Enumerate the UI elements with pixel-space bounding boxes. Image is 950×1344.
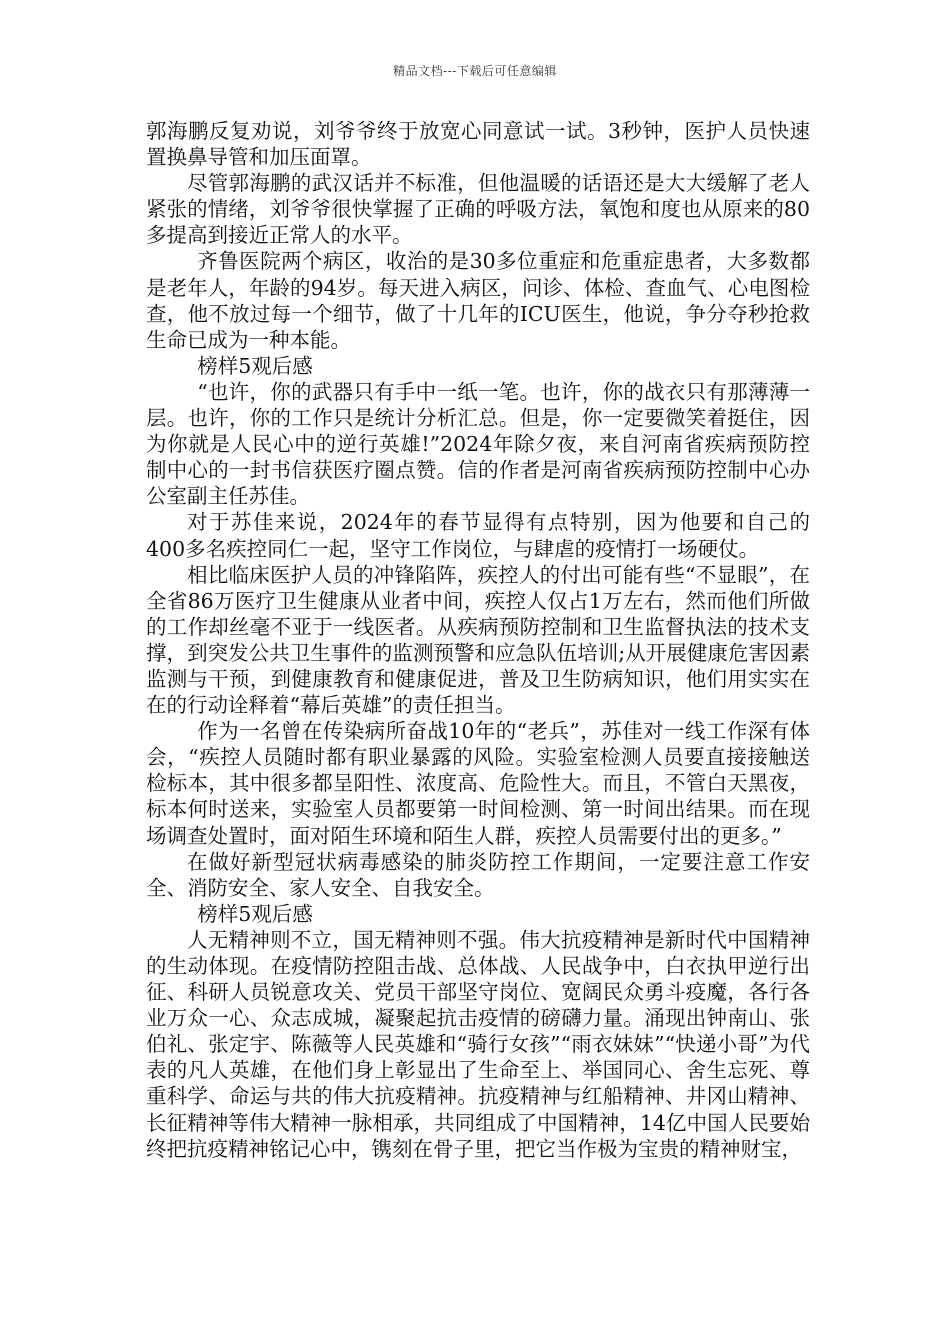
paragraph-6: 相比临床医护人员的冲锋陷阵，疾控人的付出可能有些“不显眼”，在全省86万医疗卫生健康从业者中间，疾控人仅占1万左右，然而他们所做的工作却丝毫不亚于一线医者。从疾病预防控制和卫生监督执法的技术支撑，到突发公共卫生事件的监测预警和应急队伍培训;从开展健康危害因素监测与干预，到健康教育和健康促进，普及卫生防病知识，他们用实实在在的行动诠释着“幕后英雄”的责任担当。 (146, 562, 810, 718)
paragraph-2: 尽管郭海鹏的武汉话并不标准，但他温暖的话语还是大大缓解了老人紧张的情绪，刘爷爷很快掌握了正确的呼吸方法，氧饱和度也从原来的80多提高到接近正常人的水平。 (146, 171, 810, 248)
section-heading-1: 榜样5观后感 (197, 353, 313, 378)
paragraph-8: 在做好新型冠状病毒感染的肺炎防控工作期间，一定要注意工作安全、消防安全、家人安全、自我安全。 (146, 849, 810, 900)
paragraph-7: 作为一名曾在传染病所奋战10年的“老兵”，苏佳对一线工作深有体会，“疾控人员随时都有职业暴露的风险。实验室检测人员要直接接触送检标本，其中很多都呈阳性、浓度高、危险性大。而且，不管白天黑夜，标本何时送来，实验室人员都要第一时间检测、第一时间出结果。而在现场调查处置时，面对陌生环境和陌生人群，疾控人员需要付出的更多。” (146, 719, 810, 848)
section-heading-2: 榜样5观后感 (197, 901, 313, 926)
page-header: 精品文档---下载后可任意编辑 (393, 64, 557, 78)
document-body (146, 118, 810, 1162)
paragraph-4: “也许，你的武器只有手中一纸一笔。也许，你的战衣只有那薄薄一层。也许，你的工作只是统计分析汇总。但是，你一定要微笑着挺住，因为你就是人民心中的逆行英雄!”2024年除夕夜，来自河南省疾病预防控制中心的一封书信获医疗圈点赞。信的作者是河南省疾病预防控制中心办公室副主任苏佳。 (146, 379, 810, 509)
paragraph-1: 郭海鹏反复劝说，刘爷爷终于放宽心同意试一试。3秒钟，医护人员快速置换鼻导管和加压面罩。 (146, 119, 810, 170)
paragraph-5: 对于苏佳来说，2024年的春节显得有点特别，因为他要和自己的400多名疾控同仁一起，坚守工作岗位，与肆虐的疫情打一场硬仗。 (146, 510, 810, 561)
paragraph-3: 齐鲁医院两个病区，收治的是30多位重症和危重症患者，大多数都是老年人，年龄的94岁。每天进入病区，问诊、体检、查血气、心电图检查，他不放过每一个细节，做了十几年的ICU医生，他说，争分夺秒抢救生命已成为一种本能。 (146, 249, 810, 352)
paragraph-9: 人无精神则不立，国无精神则不强。伟大抗疫精神是新时代中国精神的生动体现。在疫情防控阻击战、总体战、人民战争中，白衣执甲逆行出征、科研人员锐意攻关、党员干部坚守岗位、宽阔民众勇斗疫魔，各行各业万众一心、众志成城，凝聚起抗击疫情的磅礴力量。涌现出钟南山、张伯礼、张定宇、陈薇等人民英雄和“骑行女孩”“雨衣妹妹”“快递小哥”为代表的凡人英雄，在他们身上彰显出了生命至上、举国同心、舍生忘死、尊重科学、命运与共的伟大抗疫精神。抗疫精神与红船精神、井冈山精神、长征精神等伟大精神一脉相承，共同组成了中国精神，14亿中国人民要始终把抗疫精神铭记心中，镌刻在骨子里，把它当作极为宝贵的精神财宝， (146, 927, 810, 1161)
